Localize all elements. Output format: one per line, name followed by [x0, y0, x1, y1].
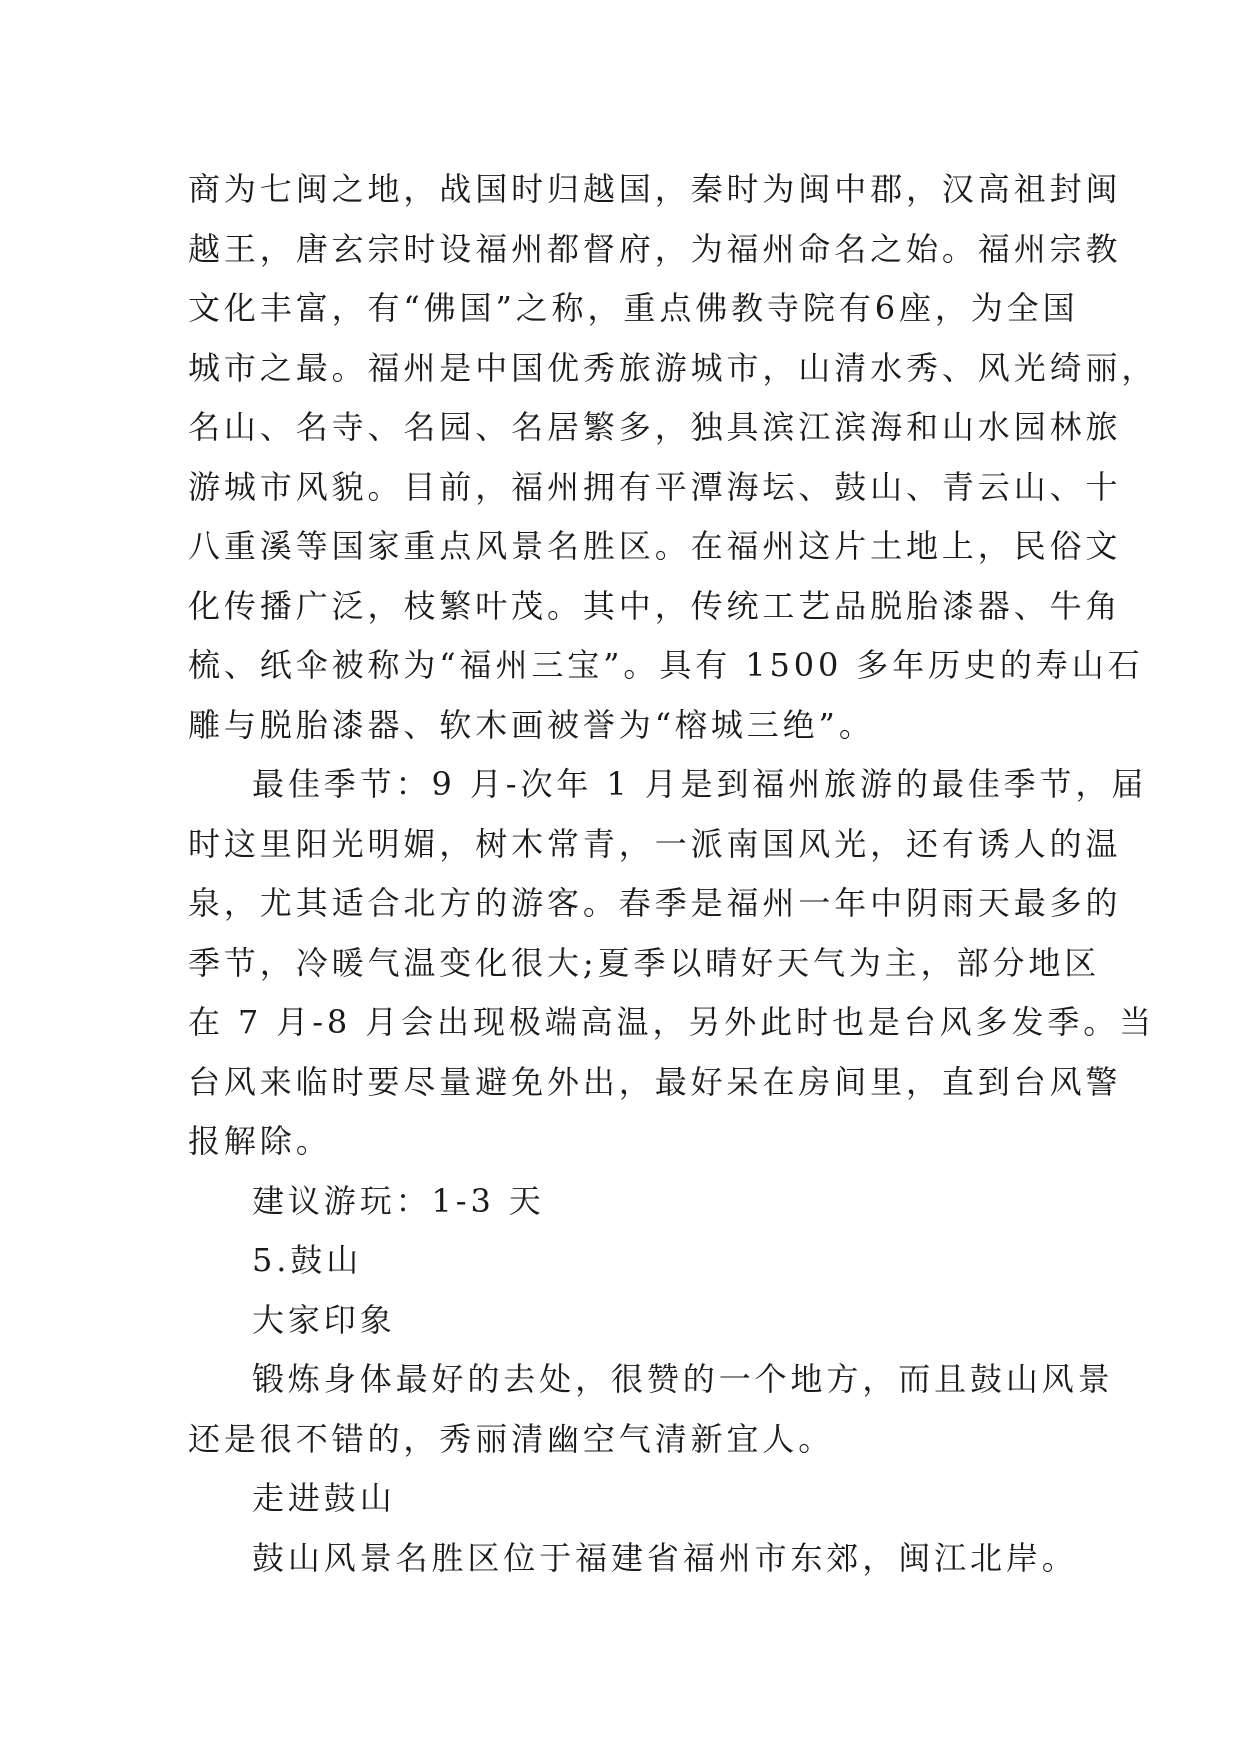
text-line: 走进鼓山	[252, 1479, 396, 1517]
text-line: 时这里阳光明媚，树木常青，一派南国风光，还有诱人的温	[188, 824, 1122, 863]
text-line: 雕与脱胎漆器、软木画被誉为“榕城三绝”。	[188, 705, 875, 744]
text-line: 锻炼身体最好的去处，很赞的一个地方，而且鼓山风景	[252, 1360, 1114, 1398]
text-line: 越王，唐玄宗时设福州都督府，为福州命名之始。福州宗教	[188, 229, 1122, 268]
text-line: 化传播广泛，枝繁叶茂。其中，传统工艺品脱胎漆器、牛角	[188, 586, 1122, 625]
text-line: 商为七闽之地，战国时归越国，秦时为闽中郡，汉高祖封闽	[188, 170, 1122, 208]
text-line: 泉，尤其适合北方的游客。春季是福州一年中阴雨天最多的	[188, 884, 1122, 922]
text-line: 梳、纸伞被称为“福州三宝”。具有 1500 多年历史的寿山石	[188, 646, 1144, 684]
text-line: 文化丰富，有“佛国”之称，重点佛教寺院有6座，为全国	[188, 289, 1079, 327]
subheading-impression	[188, 1291, 1056, 1351]
text-line: 大家印象	[252, 1300, 396, 1339]
text-line: 报解除。	[188, 1122, 332, 1160]
text-line: 还是很不错的，秀丽清幽空气清新宜人。	[188, 1419, 835, 1458]
paragraph-fuzhou-history	[188, 160, 1158, 755]
document-body	[188, 160, 1158, 1588]
text-line: 名山、名寺、名园、名居繁多，独具滨江滨海和山水园林旅	[188, 408, 1122, 446]
paragraph-gushan-location	[188, 1529, 1078, 1589]
text-line: 建议游玩：1-3 天	[252, 1181, 545, 1220]
text-line: 季节，冷暖气温变化很大;夏季以晴好天气为主，部分地区	[188, 943, 1101, 982]
text-line: 台风来临时要尽量避免外出，最好呆在房间里，直到台风警	[188, 1062, 1122, 1101]
text-line: 最佳季节：9 月-次年 1 月是到福州旅游的最佳季节，届	[252, 765, 1148, 803]
text-line: 5.鼓山	[252, 1241, 363, 1279]
section-heading-gushan	[188, 1231, 1056, 1291]
paragraph-best-season	[188, 755, 1156, 1172]
text-line: 城市之最。福州是中国优秀旅游城市，山清水秀、风光绮丽，	[188, 348, 1158, 387]
paragraph-suggested-days	[188, 1172, 1056, 1232]
text-line: 鼓山风景名胜区位于福建省福州市东郊，闽江北岸。	[252, 1538, 1078, 1577]
text-line: 在 7 月-8 月会出现极端高温，另外此时也是台风多发季。当	[188, 1003, 1156, 1041]
subheading-enter-gushan	[188, 1469, 1056, 1529]
paragraph-impression	[188, 1350, 1114, 1469]
text-line: 游城市风貌。目前，福州拥有平潭海坛、鼓山、青云山、十	[188, 467, 1122, 506]
text-line: 八重溪等国家重点风景名胜区。在福州这片土地上，民俗文	[188, 527, 1122, 565]
